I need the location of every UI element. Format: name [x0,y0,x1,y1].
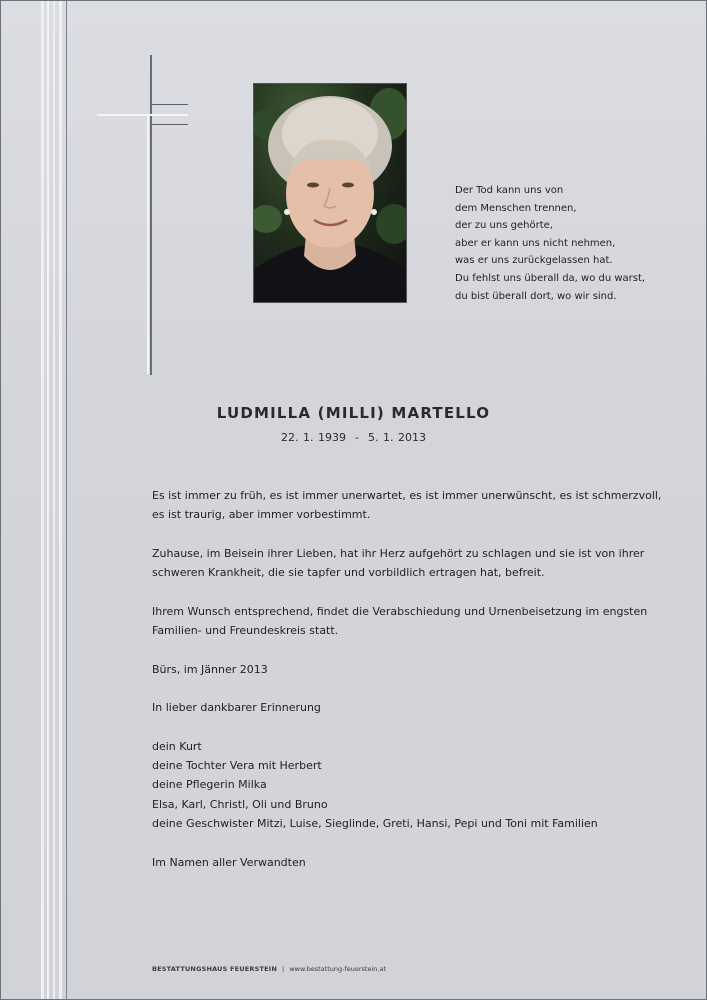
memorial-phrase [152,698,672,717]
mourners-list [152,737,672,833]
announcement-text [152,486,672,891]
poem-line: dem Menschen trennen, [455,202,577,214]
paragraph [152,544,672,583]
poem-line: der zu uns gehörte, [455,220,553,232]
paragraph [152,486,672,525]
funeral-home-name: BESTATTUNGSHAUS FEUERSTEIN [152,965,277,973]
poem-line: was er uns zurückgelassen hat. [455,255,613,267]
text-line: Bürs, im Jänner 2013 [152,662,268,676]
decorative-stripe [66,1,67,999]
text-line: Zuhause, im Beisein ihrer Lieben, hat ihr Herz aufgehört zu schlagen und sie ist von ihrer [152,546,645,560]
poem-line: Du fehlst uns überall da, wo du warst, [455,272,646,284]
text-line: Im Namen aller Verwandten [152,855,306,869]
paragraph [152,602,672,641]
place-date [152,660,672,679]
website-link[interactable]: www.bestattung-feuerstein.at [289,965,387,973]
closing-line [152,853,672,872]
footer-separator: | [282,965,285,973]
mourner-line: deine Geschwister Mitzi, Luise, Sieglinde, Greti, Hansi, Pepi und Toni mit Familien [152,817,598,831]
mourner-line: deine Tochter Vera mit Herbert [152,759,322,773]
text-line: schweren Krankheit, die sie tapfer und vorbildlich ertragen hat, befreit. [152,566,545,580]
portrait-photo [253,83,407,303]
poem-line: Der Tod kann uns von [455,185,564,196]
decorative-stripe [59,1,62,999]
decorative-stripe [47,1,49,999]
poem [455,182,685,305]
decorative-stripe [41,1,44,999]
deceased-name: LUDMILLA (MILLI) MARTELLO [216,404,491,422]
mourner-line: deine Pflegerin Milka [152,778,267,792]
mourner-line: Elsa, Karl, Christl, Oli und Bruno [152,797,328,811]
life-dates: 22. 1. 1939 - 5. 1. 2013 [281,431,426,444]
poem-line: aber er kann uns nicht nehmen, [455,237,616,249]
text-line: Familien- und Freundeskreis statt. [152,624,339,638]
text-line: In lieber dankbarer Erinnerung [152,701,321,715]
decorative-stripe [53,1,55,999]
footer [152,965,386,973]
text-line: es ist traurig, aber immer vorbestimmt. [152,508,371,522]
text-line: Ihrem Wunsch entsprechend, findet die Verabschiedung und Urnenbeisetzung im engsten [152,604,648,618]
poem-line: du bist überall dort, wo wir sind. [455,290,617,302]
text-line: Es ist immer zu früh, es ist immer unerwartet, es ist immer unerwünscht, es ist schmerzvoll, [152,489,662,502]
mourner-line: dein Kurt [152,739,202,753]
